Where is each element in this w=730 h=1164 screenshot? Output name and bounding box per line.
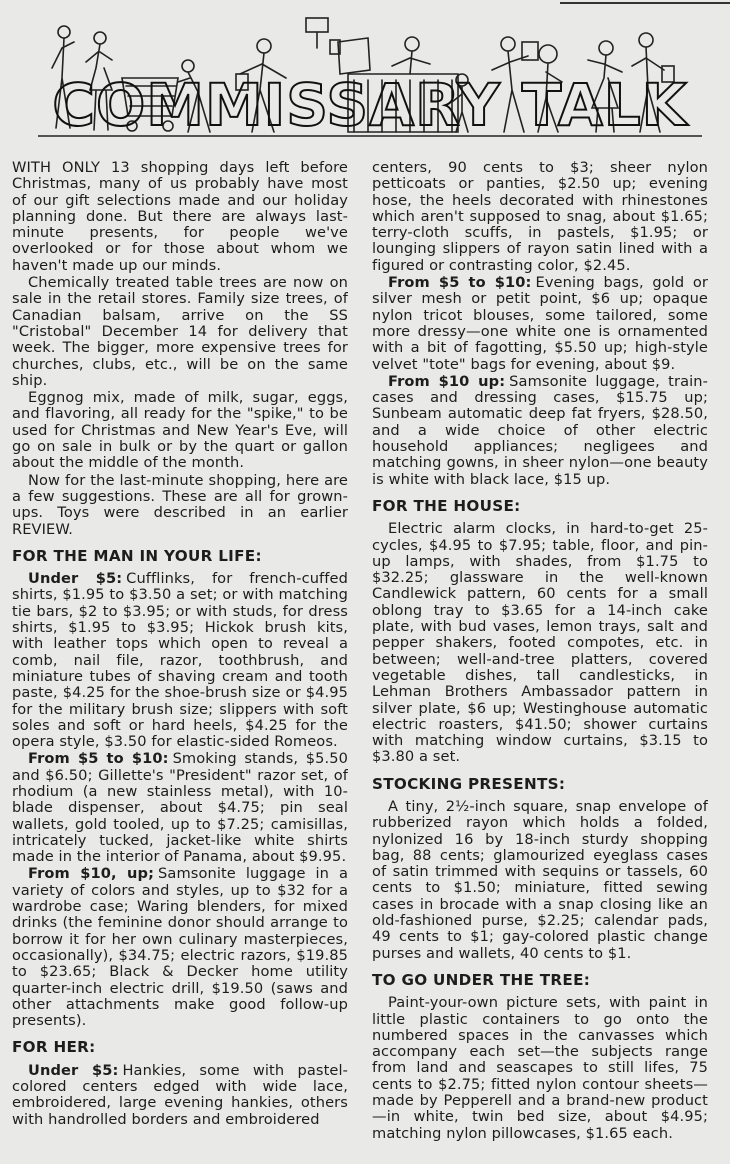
top-rule: [560, 2, 730, 4]
trees-paragraph: Chemically treated table trees are now on sale in the retail stores. Family size trees, of Canadian balsam, arrive on the SS "Cristobal" December 14 for delivery that week. The bigger, more expensive trees for churches, clubs, etc., will be on the same ship.: [12, 274, 348, 389]
her-under5-paragraph: [12, 1063, 348, 1128]
intro-paragraph: WITH ONLY 13 shopping days left before Christmas, many of us probably have most of our gift selections made and our holiday planning done. But there are always last-minute presents, for people we've overlooked or for those about whom we haven't made up our minds.: [12, 160, 348, 274]
her-10up-paragraph: [372, 374, 708, 488]
man-under5-paragraph: [12, 571, 348, 750]
her-under5-text: Hankies, some with pastel-colored centers edged with wide lace, embroidered, large evening hankies, others with handrolled borders and embroidered: [12, 1061, 348, 1128]
right-column: [372, 160, 708, 1160]
her-continued-paragraph: centers, 90 cents to $3; sheer nylon petticoats or panties, $2.50 up; evening hose, the heels decorated with rhinestones which aren't supposed to snag, about $1.65; terry-cloth scuffs, in pastels, $1.95; or lounging slippers of rayon satin lined with a figured or contrasting color, $2.45.: [372, 160, 708, 274]
house-heading: FOR THE HOUSE:: [372, 496, 521, 515]
her-5to10-text: Evening bags, gold or silver mesh or petit point, $6 up; opaque nylon tricot blouses, some tailored, some more dressy—one white one is ornamented with a bit of fagotting, $5.50 up; high-style velvet "tote" bags for evening, about $9.: [372, 274, 708, 373]
man-under5-lead: Under $5:: [28, 570, 123, 588]
house-paragraph: Electric alarm clocks, in hard-to-get 25-cycles, $4.95 to $7.95; table, floor, and pin-up lamps, with shades, from $1.75 to $32.25; glassware in the well-known Candlewick pattern, 60 cents for a small oblong tray to $3.65 for a 14-inch cake plate, with bud vases, lemon trays, salt and pepper shakers, footed compotes, etc. in between; well-and-tree platters, covered vegetable dishes, tall candlesticks, in Lehman Brothers Ambassador pattern in silver plate, $6 up; Westinghouse automatic electric roasters, $41.50; shower curtains with matching window curtains, $3.15 to $3.80 a set.: [372, 520, 708, 766]
man-5to10-text: Smoking stands, $5.50 and $6.50; Gillette's "President" razor set, of rhodium (a new stainless metal), with 10-blade dispenser, about $4.75; pin seal wallets, gold tooled, up to $7.25; camisillas, intricately tucked, jacket-like white shirts made in the interior of Panama, about $9.95.: [12, 750, 348, 866]
man-10up-lead: From $10, up;: [28, 865, 155, 883]
her-5to10-paragraph: [372, 275, 708, 373]
stocking-heading: STOCKING PRESENTS:: [372, 774, 566, 793]
man-under5-text: Cufflinks, for french-cuffed shirts, $1.95 to $3.50 a set; or with matching tie bars, $2 to $3.95; or with studs, for dress shirts, $1.95 to $3.95; Hickok brush kits, with leather tops which open to reveal a comb, nail file, razor, toothbrush, and miniature tubes of shaving cream and tooth paste, $4.25 for the shoe-brush size or $4.95 for the military brush size; slippers with soft soles and soft or hard heels, $4.25 for the opera style, $3.50 for elastic-sided Romeos.: [12, 570, 348, 751]
man-5to10-paragraph: [12, 751, 348, 865]
her-10up-lead: From $10 up:: [388, 372, 506, 390]
her-5to10-lead: From $5 to $10:: [388, 274, 532, 292]
tree-heading: TO GO UNDER THE TREE:: [372, 970, 591, 989]
tree-paragraph: Paint-your-own picture sets, with paint in little plastic containers to go onto the numbered spaces in the canvasses which accompany each set—the subjects range from land and seascapes to still lifes, 75 cents to $2.75; fitted nylon contour sheets—made by Pepperell and a brand-new product—in white, twin bed size, about $4.95; matching nylon pillowcases, $1.65 each.: [372, 994, 708, 1142]
masthead: [38, 8, 702, 148]
stocking-paragraph: A tiny, 2½-inch square, snap envelope of rubberized rayon which holds a folded, nylonized 16 by 18-inch sturdy shopping bag, 88 cents; glamourized eyeglass cases of satin trimmed with sequins or tassels, 60 cents to $1.50; miniature, fitted sewing cases in brocade with a snap closing like an old-fashioned purse, $2.25; calendar pads, 49 cents to $1; gay-colored plastic change purses and wallets, 40 cents to $1.: [372, 797, 708, 962]
man-heading: FOR THE MAN IN YOUR LIFE:: [12, 546, 262, 565]
eggnog-paragraph: Eggnog mix, made of milk, sugar, eggs, and flavoring, all ready for the "spike," to be used for Christmas and New Year's Eve, will go on sale in bulk or by the quart or gallon about the middle of the month.: [12, 389, 348, 472]
her-heading: FOR HER:: [12, 1038, 96, 1057]
man-5to10-lead: From $5 to $10:: [28, 750, 169, 768]
left-column: [12, 160, 348, 1160]
her-under5-lead: Under $5:: [28, 1061, 119, 1079]
man-10up-text: Samsonite luggage in a variety of colors and styles, up to $32 for a wardrobe case; Waring blenders, for mixed drinks (the feminine donor should arrange to borrow it for her own culinary masterpieces, occasionally), $34.75; electric razors, $19.85 to $23.65; Black & Decker home utility quarter-inch electric drill, $19.50 (saws and other attachments make good follow-up presents).: [12, 865, 348, 1030]
man-10up-paragraph: [12, 866, 348, 1029]
suggestions-paragraph: Now for the last-minute shopping, here are a few suggestions. These are all for grown-ups. Toys were described in an earlier REVIEW.: [12, 471, 348, 538]
masthead-title: COMMISSARY TALK: [52, 71, 688, 139]
her-10up-text: Samsonite luggage, train-cases and dressing cases, $15.75 up; Sunbeam automatic deep fat fryers, $28.50, and a wide choice of other electric household appliances; negligees and matching gowns, in sheer nylon—one beauty is white with black lace, $15 up.: [372, 372, 708, 488]
